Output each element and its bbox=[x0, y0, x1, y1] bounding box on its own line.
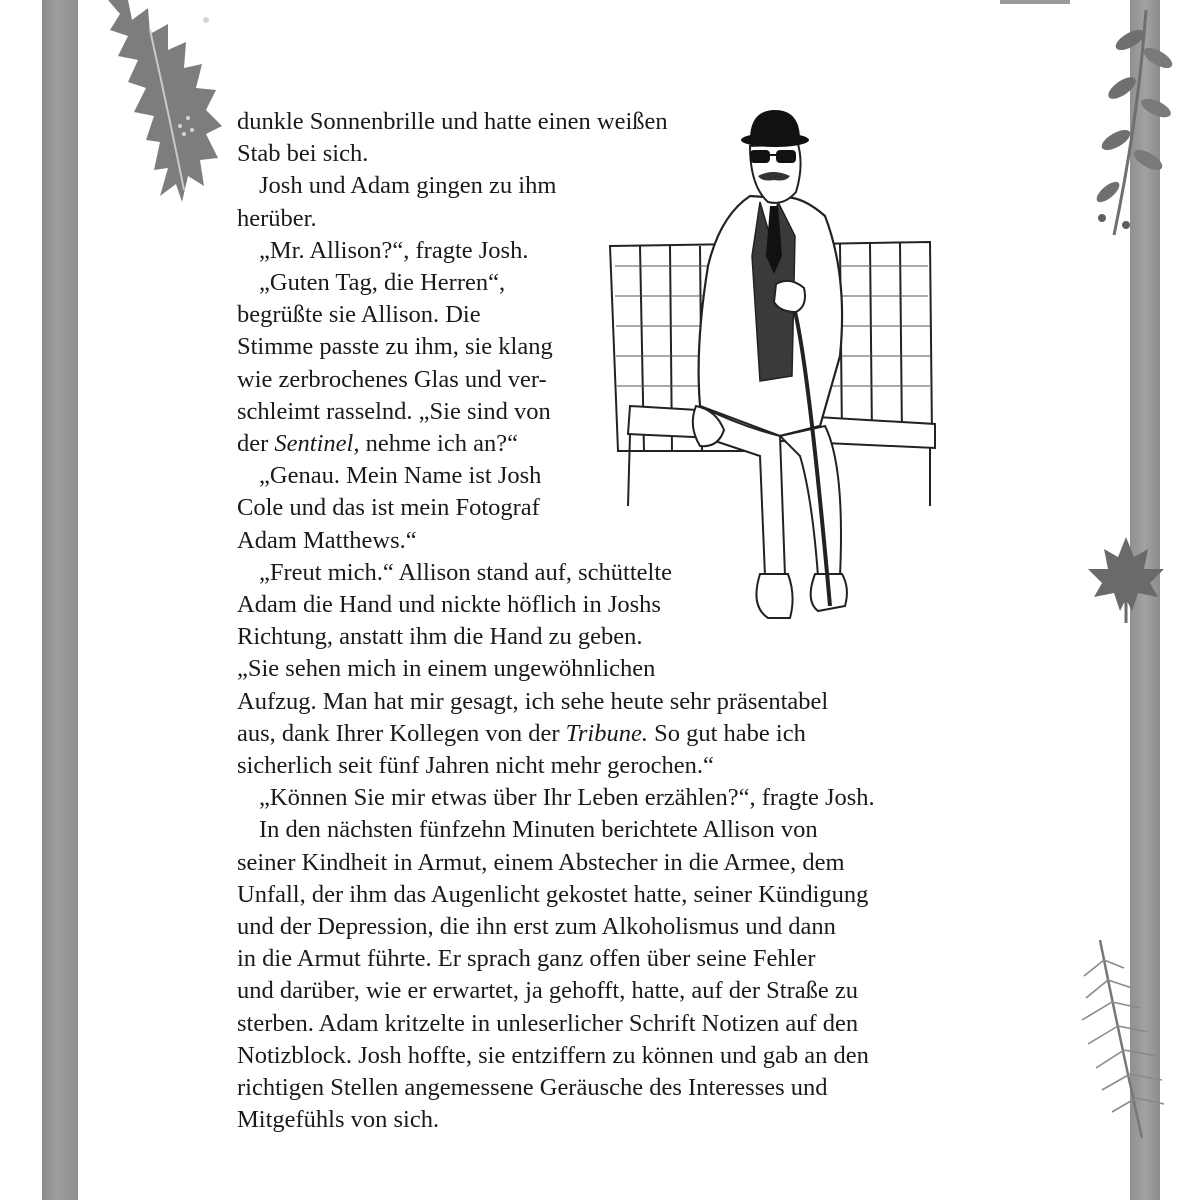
text-line bbox=[237, 106, 668, 138]
text-line bbox=[237, 364, 547, 396]
text-line bbox=[237, 943, 816, 975]
text-line bbox=[237, 428, 518, 460]
text-line-content: Adam die Hand und nickte höflich in Joshs bbox=[237, 591, 661, 618]
text-line bbox=[237, 525, 417, 557]
text-line bbox=[237, 750, 714, 782]
text-line-content: Cole und das ist mein Fotograf bbox=[237, 494, 540, 522]
text-line-content: Richtung, anstatt ihm die Hand zu geben. bbox=[237, 623, 643, 651]
text-line-content: Unfall, der ihm das Augenlicht gekostet hatte, seiner Kündigung bbox=[237, 880, 869, 908]
text-line bbox=[237, 299, 481, 331]
mistletoe-icon bbox=[1086, 10, 1176, 240]
text-line-content: „Genau. Mein Name ist Josh bbox=[259, 462, 542, 490]
fir-branch-icon bbox=[1080, 940, 1170, 1140]
text-line bbox=[237, 589, 661, 621]
left-page-border bbox=[42, 0, 78, 1200]
text-line-content: „Können Sie mir etwas über Ihr Leben erzählen?“, fragte Josh. bbox=[259, 784, 875, 812]
text-line-content: der bbox=[237, 430, 275, 457]
text-line bbox=[237, 492, 540, 524]
text-line-content: begrüßte sie Allison. Die bbox=[237, 301, 481, 329]
text-line-content: Mitgefühls von sich. bbox=[237, 1106, 440, 1134]
text-line bbox=[237, 1040, 869, 1072]
text-line bbox=[237, 911, 836, 943]
text-line bbox=[237, 267, 505, 299]
holly-leaf-icon bbox=[88, 0, 228, 210]
text-line-content: Notizblock. Josh hoffte, sie entziffern zu können und gab an den bbox=[237, 1041, 869, 1069]
text-line-content: Adam Matthews.“ bbox=[237, 526, 417, 554]
text-line bbox=[237, 718, 806, 750]
italic-title: Tribune. bbox=[565, 719, 648, 747]
text-line bbox=[237, 686, 828, 718]
text-line bbox=[237, 170, 556, 202]
text-line-content: „Mr. Allison?“, fragte Josh. bbox=[259, 236, 529, 264]
text-line-content: Aufzug. Man hat mir gesagt, ich sehe heute sehr präsentabel bbox=[237, 687, 829, 715]
text-line-content: herüber. bbox=[237, 204, 317, 232]
text-line-content: Josh und Adam gingen zu ihm bbox=[259, 172, 557, 200]
text-line-content: Stab bei sich. bbox=[237, 140, 369, 168]
text-line-content: „Freut mich.“ Allison stand auf, schüttelte bbox=[259, 558, 673, 586]
text-line-content: In den nächsten fünfzehn Minuten berichtete Allison von bbox=[259, 816, 818, 844]
text-line bbox=[237, 557, 672, 589]
text-line-content: aus, dank Ihrer Kollegen von der bbox=[237, 719, 566, 747]
text-line bbox=[237, 235, 528, 267]
text-line-content: wie zerbrochenes Glas und ver- bbox=[237, 365, 547, 393]
text-line-content: sicherlich seit fünf Jahren nicht mehr gerochen.“ bbox=[237, 752, 714, 779]
text-line bbox=[237, 847, 845, 879]
text-line-content: sterben. Adam kritzelte in unleserlicher Schrift Notizen auf den bbox=[237, 1009, 859, 1037]
text-line bbox=[237, 975, 858, 1007]
text-line bbox=[237, 653, 655, 685]
text-line-continuation: So gut habe ich bbox=[647, 719, 806, 747]
text-line-content: seiner Kindheit in Armut, einem Abstecher in die Armee, dem bbox=[237, 848, 845, 876]
text-line-content: „Sie sehen mich in einem ungewöhnlichen bbox=[237, 655, 656, 683]
text-line bbox=[237, 814, 818, 846]
text-line-content: in die Armut führte. Er sprach ganz offen über seine Fehler bbox=[237, 945, 816, 973]
text-line bbox=[237, 460, 541, 492]
text-line-continuation: nehme ich an?“ bbox=[359, 430, 518, 457]
italic-title: Sentinel, bbox=[274, 430, 360, 457]
text-line bbox=[237, 782, 875, 814]
text-line bbox=[237, 621, 643, 653]
text-line-content: Stimme passte zu ihm, sie klang bbox=[237, 333, 553, 361]
page-corner-mark bbox=[1000, 0, 1070, 4]
text-line-content: und darüber, wie er erwartet, ja gehofft, hatte, auf der Straße zu bbox=[237, 977, 858, 1005]
text-line-content: dunkle Sonnenbrille und hatte einen weißen bbox=[237, 108, 668, 135]
text-line-content: schleimt rasselnd. „Sie sind von bbox=[237, 397, 551, 425]
text-line bbox=[237, 331, 553, 363]
maple-leaf-icon bbox=[1086, 535, 1166, 625]
text-line bbox=[237, 138, 368, 170]
text-line bbox=[237, 1104, 439, 1136]
text-line-content: „Guten Tag, die Herren“, bbox=[259, 269, 506, 296]
text-line bbox=[237, 879, 868, 911]
text-line bbox=[237, 1008, 858, 1040]
text-line-content: und der Depression, die ihn erst zum Alkoholismus und dann bbox=[237, 913, 836, 940]
text-line bbox=[237, 203, 317, 235]
text-line bbox=[237, 1072, 828, 1104]
text-line-content: richtigen Stellen angemessene Geräusche des Interesses und bbox=[237, 1074, 828, 1101]
text-line bbox=[237, 396, 551, 428]
